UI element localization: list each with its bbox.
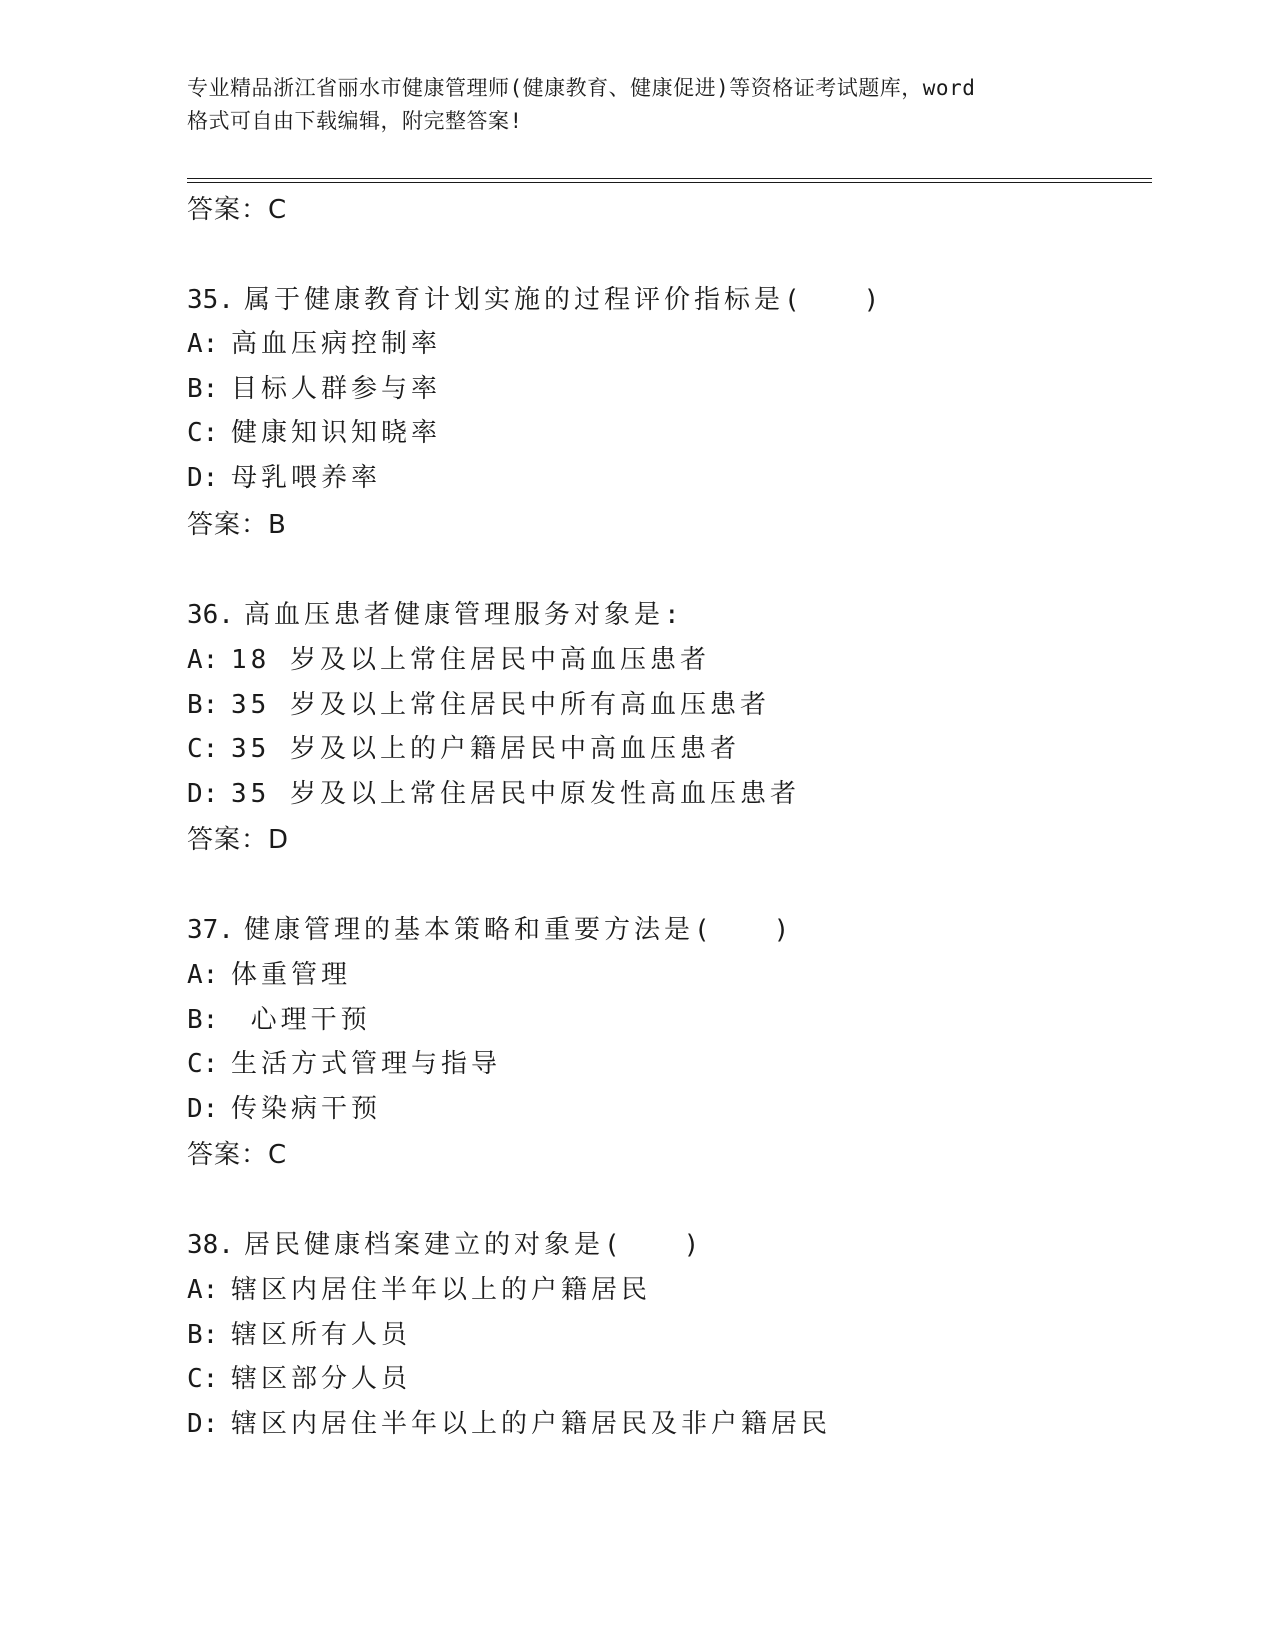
question-37-answer: 答案：C [187, 1140, 288, 1170]
question-37-option-c [187, 1047, 501, 1081]
option-letter: D: [187, 1409, 219, 1439]
option-text: 辖区内居住半年以上的户籍居民及非户籍居民 [231, 1409, 832, 1439]
question-38-stem [187, 1228, 703, 1262]
option-text: 辖区内居住半年以上的户籍居民 [231, 1275, 652, 1305]
previous-answer: 答案：C [187, 195, 288, 225]
question-38-option-b [187, 1318, 411, 1352]
option-text: 目标人群参与率 [231, 374, 442, 404]
option-letter: A: [187, 1275, 219, 1305]
question-35-option-d [187, 461, 381, 495]
option-letter: B: [187, 1320, 219, 1350]
option-letter: B: [187, 374, 219, 404]
question-37-option-b [187, 1003, 371, 1037]
option-text: 生活方式管理与指导 [231, 1049, 502, 1079]
option-text: 辖区所有人员 [231, 1320, 412, 1350]
question-36-stem [187, 598, 684, 632]
option-text: 18 岁及以上常住居民中高血压患者 [231, 645, 710, 675]
question-35-stem [187, 283, 883, 317]
option-letter: D: [187, 779, 219, 809]
question-35-option-b [187, 372, 441, 406]
option-letter: C: [187, 1049, 219, 1079]
question-35-option-a [187, 327, 441, 361]
question-36-option-a [187, 643, 710, 677]
question-number: 35. [187, 285, 234, 315]
question-38-option-a [187, 1273, 651, 1307]
option-letter: C: [187, 418, 219, 448]
option-letter: D: [187, 463, 219, 493]
question-text: 居民健康档案建立的对象是( ) [244, 1230, 704, 1260]
question-text: 属于健康教育计划实施的过程评价指标是( ) [244, 285, 884, 315]
option-text: 传染病干预 [231, 1094, 382, 1124]
question-number: 37. [187, 915, 234, 945]
question-37-stem [187, 913, 793, 947]
option-text: 35 岁及以上常住居民中原发性高血压患者 [231, 779, 800, 809]
option-letter: D: [187, 1094, 219, 1124]
question-36-option-b [187, 688, 770, 722]
document-header [187, 72, 1087, 138]
question-35-option-c [187, 416, 441, 450]
question-text: 高血压患者健康管理服务对象是: [244, 600, 684, 630]
question-text: 健康管理的基本策略和重要方法是( ) [244, 915, 794, 945]
question-36-option-c [187, 732, 740, 766]
header-divider [187, 178, 1152, 183]
question-37-option-d [187, 1092, 381, 1126]
option-letter: C: [187, 1364, 219, 1394]
option-letter: B: [187, 1005, 219, 1035]
question-number: 38. [187, 1230, 234, 1260]
question-number: 36. [187, 600, 234, 630]
option-text: 心理干预 [231, 1005, 371, 1035]
option-text: 35 岁及以上的户籍居民中高血压患者 [231, 734, 740, 764]
header-line-1: 专业精品浙江省丽水市健康管理师(健康教育、健康促进)等资格证考试题库，word [187, 76, 976, 100]
option-letter: B: [187, 690, 219, 720]
question-37-option-a [187, 958, 351, 992]
option-text: 母乳喂养率 [231, 463, 382, 493]
option-text: 健康知识知晓率 [231, 418, 442, 448]
option-letter: A: [187, 960, 219, 990]
header-line-2: 格式可自由下载编辑，附完整答案! [187, 109, 523, 133]
question-36-option-d [187, 777, 800, 811]
question-36-answer: 答案：D [187, 825, 290, 855]
question-38-option-c [187, 1362, 411, 1396]
option-letter: A: [187, 645, 219, 675]
option-letter: C: [187, 734, 219, 764]
question-35-answer: 答案：B [187, 510, 287, 540]
question-38-option-d [187, 1407, 831, 1441]
option-text: 高血压病控制率 [231, 329, 442, 359]
option-text: 体重管理 [231, 960, 352, 990]
option-text: 辖区部分人员 [231, 1364, 412, 1394]
option-letter: A: [187, 329, 219, 359]
option-text: 35 岁及以上常住居民中所有高血压患者 [231, 690, 770, 720]
